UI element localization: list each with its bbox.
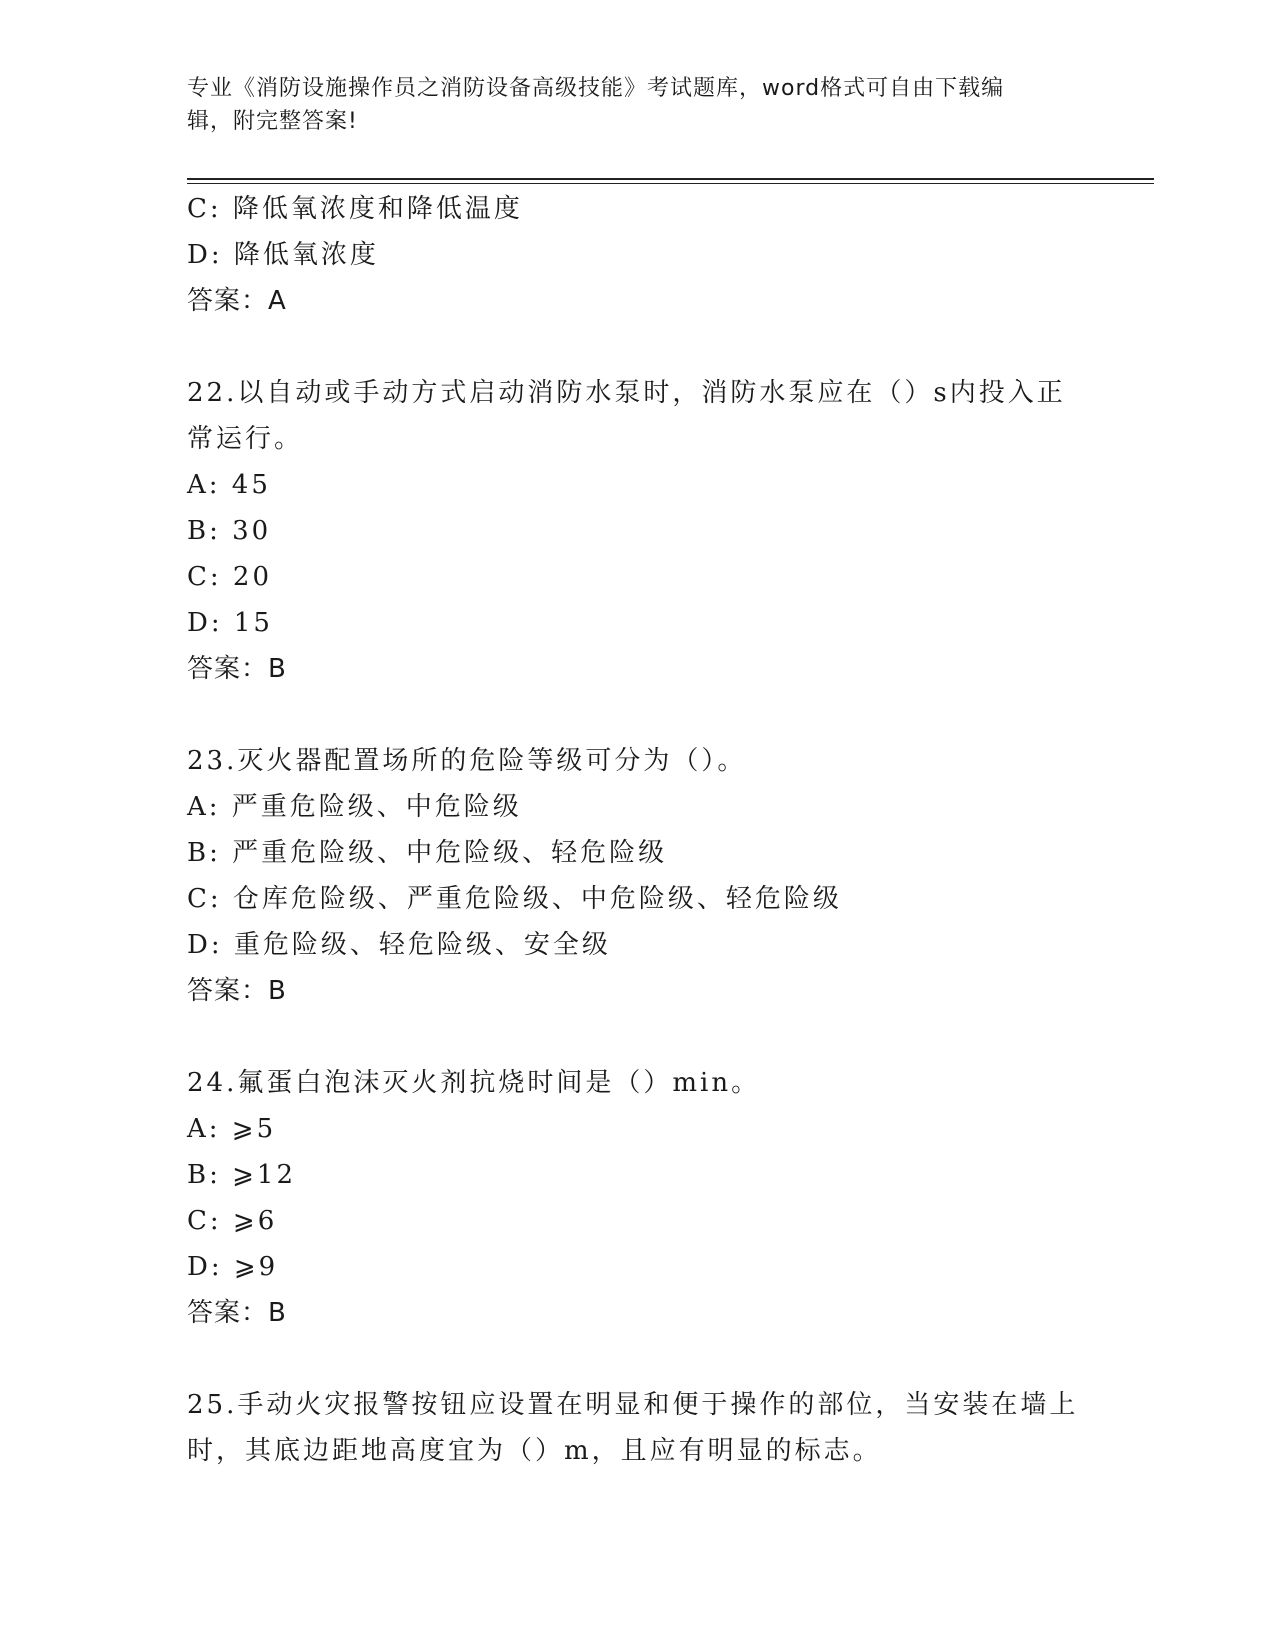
- question-stem-continued: 时，其底边距地高度宜为（）m，且应有明显的标志。: [187, 1436, 882, 1466]
- spacer: [187, 324, 1087, 370]
- question-stem: 24.氟蛋白泡沫灭火剂抗烧时间是（）min。: [187, 1068, 761, 1098]
- question-stem: 22.以自动或手动方式启动消防水泵时，消防水泵应在（）s内投入正: [187, 378, 1066, 408]
- spacer: [187, 692, 1087, 738]
- spacer: [187, 1336, 1087, 1382]
- answer: 答案：B: [187, 1298, 287, 1328]
- header-divider-thin: [187, 183, 1154, 184]
- answer: 答案：B: [187, 654, 287, 684]
- option-c: C: ⩾6: [187, 1206, 278, 1236]
- answer: 答案：B: [187, 976, 287, 1006]
- option-c: C: 仓库危险级、严重危险级、中危险级、轻危险级: [187, 884, 842, 914]
- question-22: [187, 370, 1087, 692]
- answer: 答案：A: [187, 286, 287, 316]
- question-stem: 23.灭火器配置场所的危险等级可分为（）。: [187, 746, 747, 776]
- option-c: C: 20: [187, 562, 273, 592]
- question-stem-continued: 常运行。: [187, 424, 304, 454]
- spacer: [187, 1014, 1087, 1060]
- header-divider-thick: [187, 178, 1154, 180]
- header-line-1: 专业《消防设施操作员之消防设备高级技能》考试题库，word格式可自由下载编: [187, 76, 1005, 101]
- option-a: A: 45: [187, 470, 271, 500]
- option-d: D: 降低氧浓度: [187, 240, 379, 270]
- header-line-2: 辑，附完整答案!: [187, 109, 358, 134]
- option-a: A: ⩾5: [187, 1114, 277, 1144]
- option-c: C: 降低氧浓度和降低温度: [187, 194, 523, 224]
- question-21-tail: [187, 186, 1087, 324]
- option-a: A: 严重危险级、中危险级: [187, 792, 522, 822]
- document-header: [187, 72, 1077, 138]
- question-24: [187, 1060, 1087, 1336]
- option-b: B: ⩾12: [187, 1160, 296, 1190]
- option-d: D: 重危险级、轻危险级、安全级: [187, 930, 611, 960]
- question-stem: 25.手动火灾报警按钮应设置在明显和便于操作的部位，当安装在墙上: [187, 1390, 1079, 1420]
- option-d: D: 15: [187, 608, 273, 638]
- question-list: [187, 186, 1087, 1474]
- question-23: [187, 738, 1087, 1014]
- question-25: [187, 1382, 1087, 1474]
- option-d: D: ⩾9: [187, 1252, 279, 1282]
- option-b: B: 30: [187, 516, 272, 546]
- option-b: B: 严重危险级、中危险级、轻危险级: [187, 838, 668, 868]
